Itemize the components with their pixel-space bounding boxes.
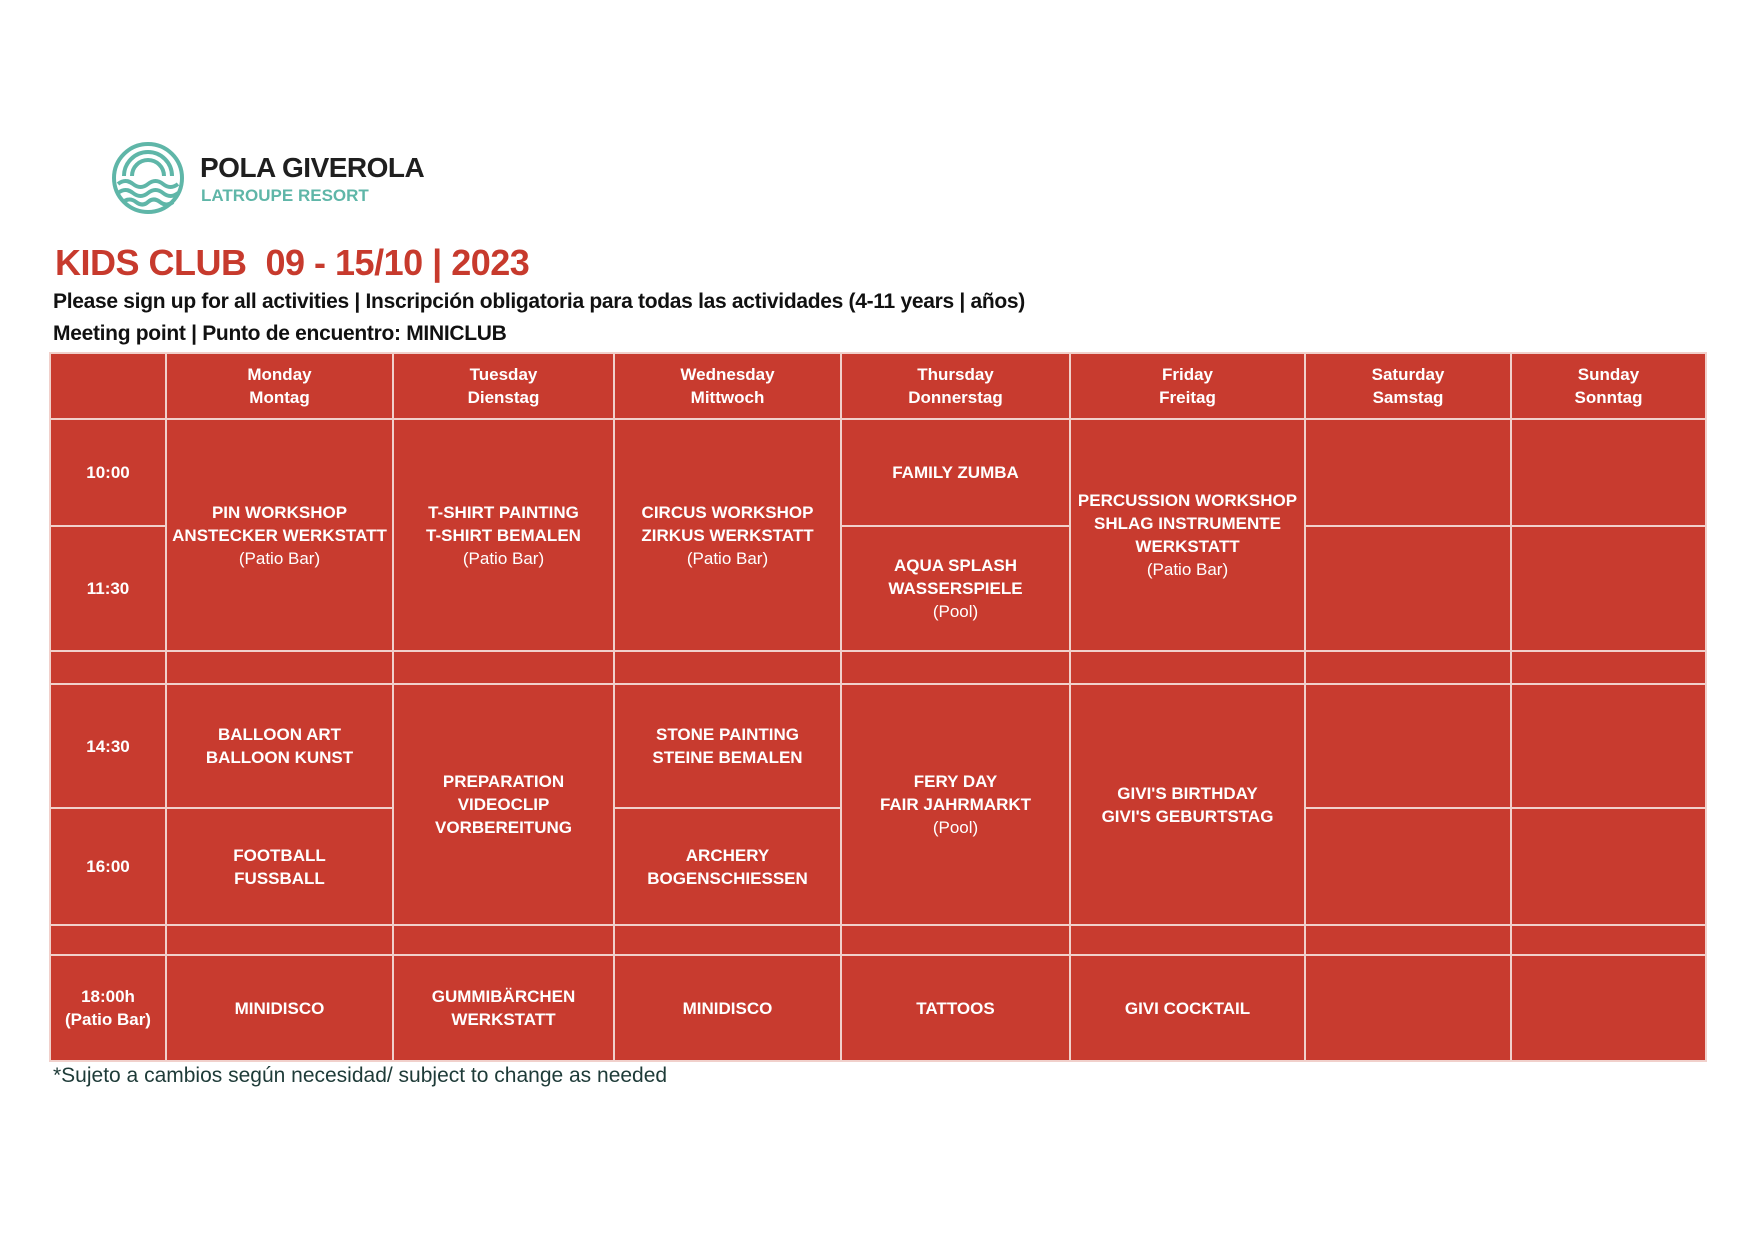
empty-cell	[1511, 808, 1706, 925]
schedule-table	[49, 352, 1707, 1062]
time-label: 10:00	[50, 419, 166, 526]
brand-logo	[110, 142, 430, 214]
brand-name: POLA GIVEROLA	[200, 152, 425, 183]
day-header: Friday Freitag	[1070, 353, 1305, 419]
table-row	[50, 419, 1706, 526]
spacer-row	[50, 925, 1706, 955]
empty-cell	[1305, 526, 1511, 651]
activity-cell: BALLOON ART BALLOON KUNST	[166, 684, 393, 808]
sun-waves-icon	[110, 142, 186, 214]
activity-cell: TATTOOS	[841, 955, 1070, 1061]
time-label: 16:00	[50, 808, 166, 925]
empty-cell	[1305, 419, 1511, 526]
activity-cell: PIN WORKSHOP ANSTECKER WERKSTATT (Patio Bar)	[166, 419, 393, 651]
activity-cell: PERCUSSION WORKSHOP SHLAG INSTRUMENTE WERKSTATT (Patio Bar)	[1070, 419, 1305, 651]
activity-cell: FAMILY ZUMBA	[841, 419, 1070, 526]
day-header: Saturday Samstag	[1305, 353, 1511, 419]
activity-cell: FERY DAY FAIR JAHRMARKT (Pool)	[841, 684, 1070, 925]
page-title: KIDS CLUB 09 - 15/10 | 2023	[55, 242, 530, 283]
empty-cell	[1511, 684, 1706, 808]
footnote: *Sujeto a cambios según necesidad/ subject to change as needed	[53, 1064, 668, 1087]
day-header: Wednesday Mittwoch	[614, 353, 841, 419]
time-label: 14:30	[50, 684, 166, 808]
day-header: Monday Montag	[166, 353, 393, 419]
brand-subtitle: LATROUPE RESORT	[201, 186, 369, 205]
activity-cell: STONE PAINTING STEINE BEMALEN	[614, 684, 841, 808]
activity-cell: PREPARATION VIDEOCLIP VORBEREITUNG	[393, 684, 614, 925]
empty-cell	[1511, 419, 1706, 526]
activity-cell: T-SHIRT PAINTING T-SHIRT BEMALEN (Patio Bar)	[393, 419, 614, 651]
day-header: Thursday Donnerstag	[841, 353, 1070, 419]
spacer-row	[50, 651, 1706, 684]
meeting-point: Meeting point | Punto de encuentro: MINICLUB	[53, 322, 507, 345]
activity-cell: MINIDISCO	[166, 955, 393, 1061]
empty-cell	[1511, 955, 1706, 1061]
table-row	[50, 684, 1706, 808]
activity-cell: AQUA SPLASH WASSERSPIELE (Pool)	[841, 526, 1070, 651]
time-label: 11:30	[50, 526, 166, 651]
empty-cell	[1511, 526, 1706, 651]
empty-cell	[1305, 684, 1511, 808]
activity-cell: GUMMIBÄRCHEN WERKSTATT	[393, 955, 614, 1061]
empty-cell	[1305, 808, 1511, 925]
day-header: Tuesday Dienstag	[393, 353, 614, 419]
header-row	[50, 353, 1706, 419]
activity-cell: GIVI COCKTAIL	[1070, 955, 1305, 1061]
day-header: Sunday Sonntag	[1511, 353, 1706, 419]
activity-cell: FOOTBALL FUSSBALL	[166, 808, 393, 925]
time-label: 18:00h (Patio Bar)	[50, 955, 166, 1061]
empty-cell	[1305, 955, 1511, 1061]
activity-cell: CIRCUS WORKSHOP ZIRKUS WERKSTATT (Patio Bar)	[614, 419, 841, 651]
activity-cell: GIVI'S BIRTHDAY GIVI'S GEBURTSTAG	[1070, 684, 1305, 925]
activity-cell: ARCHERY BOGENSCHIESSEN	[614, 808, 841, 925]
activity-cell: MINIDISCO	[614, 955, 841, 1061]
signup-note: Please sign up for all activities | Inscripción obligatoria para todas las actividades (4-11 years | años)	[53, 290, 1025, 313]
corner-cell	[50, 353, 166, 419]
table-row	[50, 955, 1706, 1061]
